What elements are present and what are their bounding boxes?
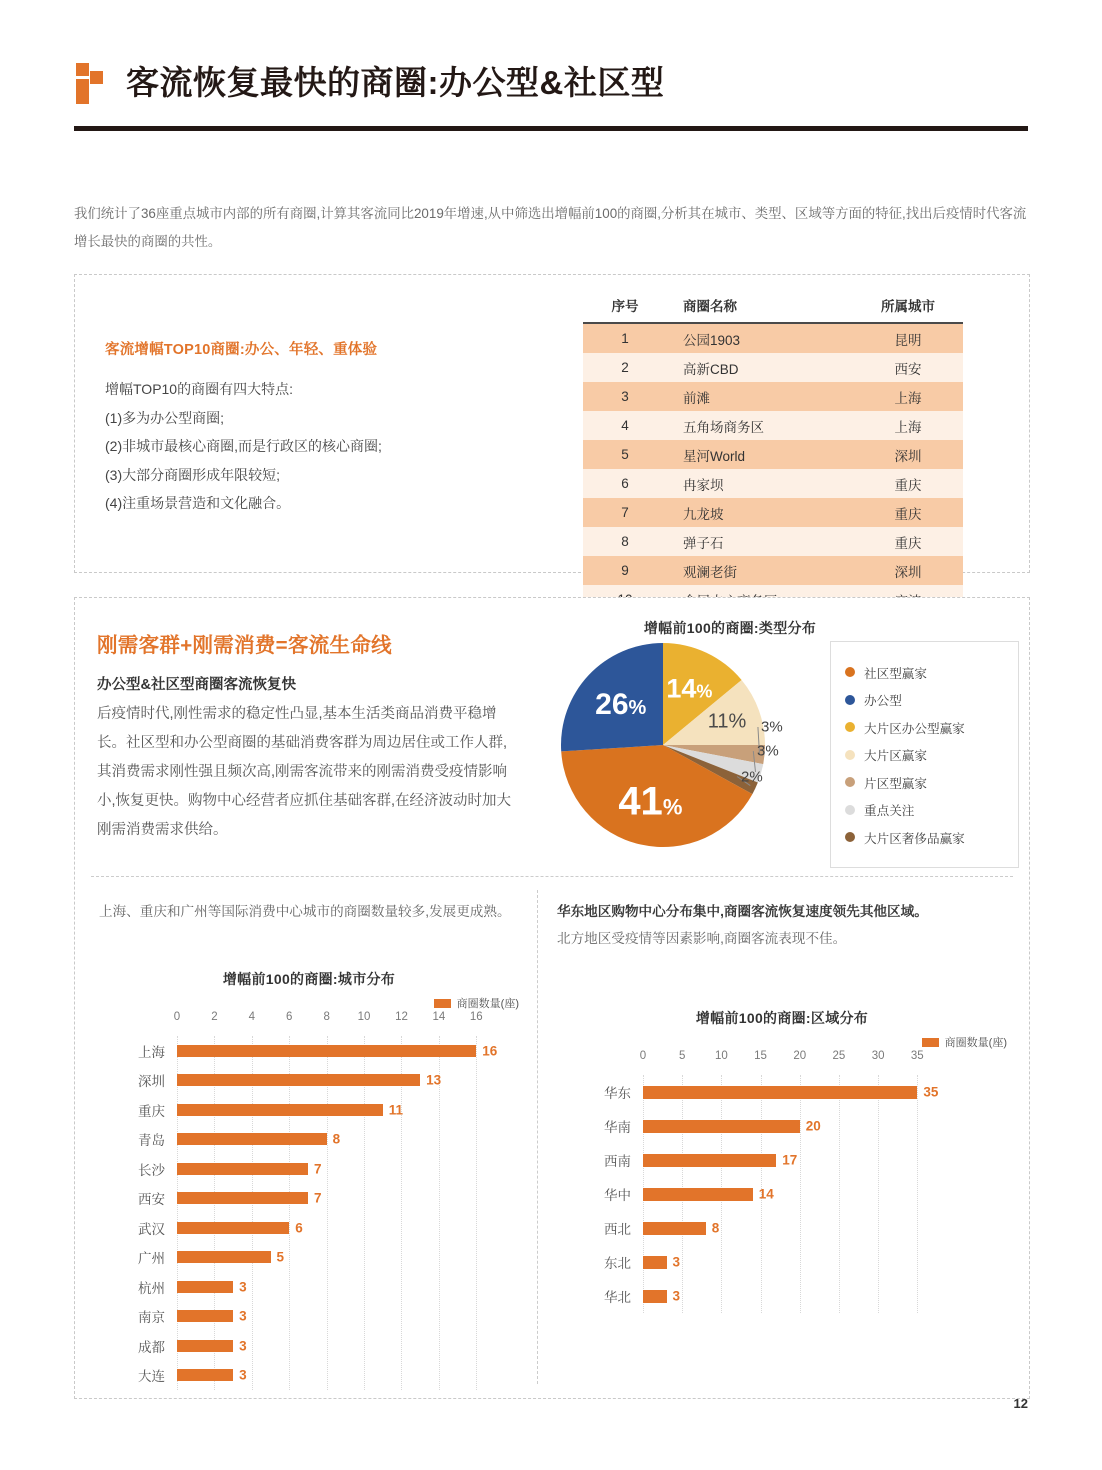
legend-item xyxy=(845,773,1008,792)
bar xyxy=(177,1074,420,1086)
bar-track xyxy=(177,1302,495,1332)
axis-tick-label: 10 xyxy=(357,1011,371,1023)
legend-swatch-icon xyxy=(434,999,451,1008)
bar-category-label: 武汉 xyxy=(138,1221,165,1237)
table-row xyxy=(583,556,963,585)
pie-value-label: 3% xyxy=(757,742,779,760)
top10-lead: 增幅TOP10的商圈有四大特点: xyxy=(105,381,293,397)
bar-category-label: 西北 xyxy=(604,1222,631,1237)
cell-city: 重庆 xyxy=(853,498,963,527)
axis-tick-label: 0 xyxy=(173,1011,181,1023)
table-row xyxy=(583,353,963,382)
region-caption-bold: 华东地区购物中心分布集中,商圈客流恢复速度领先其他区域。 xyxy=(557,904,928,919)
bar xyxy=(643,1188,753,1201)
bar xyxy=(177,1251,271,1263)
legend-dot-icon xyxy=(845,750,855,760)
bar-value-label: 14 xyxy=(758,1186,774,1202)
table-row xyxy=(583,382,963,411)
pie-value-label: 41% xyxy=(618,779,683,824)
bar-category-label: 西安 xyxy=(138,1192,165,1208)
bar-value-label: 20 xyxy=(805,1118,821,1134)
bar-value-label: 13 xyxy=(426,1072,442,1088)
cell-name: 前滩 xyxy=(667,382,853,411)
title-underline xyxy=(74,126,1028,131)
legend-label: 社区型赢家 xyxy=(864,666,927,681)
bar-track xyxy=(643,1211,933,1245)
bar xyxy=(643,1290,667,1303)
legend-label: 办公型 xyxy=(864,694,902,708)
bar-row xyxy=(99,1125,519,1155)
bar-row xyxy=(99,1213,519,1243)
bar-track xyxy=(643,1075,939,1109)
bar xyxy=(177,1192,308,1204)
cell-city: 深圳 xyxy=(853,440,963,469)
bar-track xyxy=(177,1213,495,1243)
pie-value-label: 14% xyxy=(666,673,713,704)
analysis-text-block xyxy=(97,628,517,845)
bar-value-label: 11 xyxy=(388,1102,404,1118)
analysis-subheading: 办公型&社区型商圈客流恢复快 xyxy=(97,677,296,693)
city-chart-title: 增幅前100的商圈:城市分布 xyxy=(222,971,396,987)
legend-label: 片区型赢家 xyxy=(864,776,927,791)
pie-value-label: 3% xyxy=(761,718,783,736)
bar-row xyxy=(99,1361,519,1391)
pie-value-label: 26% xyxy=(595,688,647,722)
cell-city: 昆明 xyxy=(853,323,963,353)
bar xyxy=(177,1133,327,1145)
legend-dot-icon xyxy=(845,777,855,787)
region-chart-block xyxy=(557,898,1007,1313)
table-row xyxy=(583,323,963,353)
table-row xyxy=(583,411,963,440)
pie-value-label: 2% xyxy=(741,768,763,786)
axis-tick-label: 20 xyxy=(793,1050,807,1062)
page-number: 12 xyxy=(1013,1396,1028,1411)
bar-track xyxy=(177,1184,495,1214)
top10-text-block xyxy=(105,338,525,518)
bar-category-label: 长沙 xyxy=(138,1162,165,1178)
bar-row xyxy=(99,1302,519,1332)
bar-value-label: 3 xyxy=(239,1308,247,1324)
bar-track xyxy=(177,1331,495,1361)
axis-tick-label: 6 xyxy=(286,1011,293,1023)
x-axis xyxy=(173,1011,495,1028)
bar-row xyxy=(557,1245,1007,1279)
region-legend-label: 商圈数量(座) xyxy=(944,1037,1007,1049)
bar-value-label: 35 xyxy=(923,1084,939,1100)
bar-row xyxy=(557,1279,1007,1313)
city-legend-label: 商圈数量(座) xyxy=(456,998,519,1010)
bar-track xyxy=(177,1361,495,1391)
bar-track xyxy=(177,1066,495,1096)
table-col-name: 商圈名称 xyxy=(667,288,853,323)
bar-row xyxy=(99,1331,519,1361)
bar-row xyxy=(99,1036,519,1066)
bar-track xyxy=(643,1245,933,1279)
orange-blocks-icon xyxy=(74,62,104,104)
bar-category-label: 杭州 xyxy=(138,1280,165,1296)
pie-chart xyxy=(545,641,845,856)
bar-value-label: 17 xyxy=(782,1152,798,1168)
top10-point: (1)多为办公型商圈; xyxy=(105,409,224,426)
region-chart-legend xyxy=(557,1034,1007,1050)
axis-tick-label: 10 xyxy=(714,1050,728,1062)
bar-track xyxy=(643,1177,933,1211)
bar-value-label: 3 xyxy=(239,1279,247,1295)
bar-row xyxy=(99,1272,519,1302)
legend-swatch-icon xyxy=(922,1038,939,1047)
bar-category-label: 东北 xyxy=(604,1256,631,1271)
axis-tick-label: 2 xyxy=(211,1011,218,1023)
bar-value-label: 7 xyxy=(313,1161,322,1177)
bar-track xyxy=(177,1036,498,1066)
axis-tick-label: 14 xyxy=(432,1011,446,1023)
axis-tick-label: 0 xyxy=(639,1050,647,1062)
x-axis xyxy=(639,1050,933,1067)
axis-tick-label: 35 xyxy=(910,1050,924,1062)
cell-index: 1 xyxy=(583,323,667,353)
bar xyxy=(177,1163,308,1175)
pie-chart-title: 增幅前100的商圈:类型分布 xyxy=(643,620,817,636)
top10-point: (3)大部分商圈形成年限较短; xyxy=(105,466,280,483)
plot-area xyxy=(557,1075,1007,1313)
cell-city: 上海 xyxy=(853,411,963,440)
bar-value-label: 8 xyxy=(711,1220,720,1236)
legend-item xyxy=(845,718,1008,737)
cell-name: 星河World xyxy=(667,440,853,469)
panel-analysis xyxy=(74,597,1030,1399)
analysis-body: 后疫情时代,刚性需求的稳定性凸显,基本生活类商品消费平稳增长。社区型和办公型商圈的基础消费客群为周边居住或工作人群,其消费需求刚性强且频次高,刚需客流带来的刚需消费受疫情影响小,恢复更快。购物中心经营者应抓住基础客群,在经济波动时加大刚需消费需求供给。 xyxy=(97,706,512,838)
cell-index: 7 xyxy=(583,498,667,527)
bar-category-label: 西南 xyxy=(604,1154,631,1169)
axis-tick-label: 15 xyxy=(754,1050,767,1062)
cell-index: 4 xyxy=(583,411,667,440)
legend-label: 大片区奢侈品赢家 xyxy=(864,831,965,846)
region-bar-chart xyxy=(557,1050,1007,1313)
axis-tick-label: 16 xyxy=(469,1011,483,1023)
bar-value-label: 5 xyxy=(276,1249,285,1265)
bar-category-label: 华南 xyxy=(604,1120,631,1135)
cell-index: 2 xyxy=(583,353,667,382)
bar-category-label: 南京 xyxy=(138,1310,165,1326)
region-chart-title: 增幅前100的商圈:区域分布 xyxy=(695,1010,869,1026)
column-divider xyxy=(537,890,538,1384)
legend-label: 大片区赢家 xyxy=(864,749,927,763)
bar-value-label: 3 xyxy=(672,1288,681,1304)
bar-row xyxy=(99,1243,519,1273)
bar-category-label: 重庆 xyxy=(138,1103,165,1119)
bar-value-label: 3 xyxy=(239,1338,247,1354)
table-col-index: 序号 xyxy=(583,288,667,323)
bar-value-label: 8 xyxy=(332,1131,341,1147)
table-row xyxy=(583,440,963,469)
bar xyxy=(177,1281,233,1293)
top10-heading: 客流增幅TOP10商圈:办公、年轻、重体验 xyxy=(105,342,378,358)
legend-dot-icon xyxy=(845,667,855,677)
bar-row xyxy=(557,1075,1007,1109)
bar xyxy=(177,1369,233,1381)
cell-name: 冉家坝 xyxy=(667,469,853,498)
bar xyxy=(177,1222,289,1234)
city-bar-chart xyxy=(99,1011,519,1390)
bar-value-label: 7 xyxy=(313,1190,322,1206)
legend-item xyxy=(845,828,1008,847)
cell-city: 重庆 xyxy=(853,469,963,498)
table-row xyxy=(583,498,963,527)
legend-item xyxy=(845,800,1008,819)
page-header xyxy=(74,62,1028,131)
cell-name: 弹子石 xyxy=(667,527,853,556)
page-title: 客流恢复最快的商圈:办公型&社区型 xyxy=(126,63,665,101)
cell-index: 5 xyxy=(583,440,667,469)
city-chart-block xyxy=(99,898,519,1390)
bar xyxy=(177,1104,383,1116)
bar xyxy=(643,1154,776,1167)
axis-tick-label: 30 xyxy=(871,1050,885,1062)
legend-dot-icon xyxy=(845,805,855,815)
intro-paragraph: 我们统计了36座重点城市内部的所有商圈,计算其客流同比2019年增速,从中筛选出增幅前100的商圈,分析其在城市、类型、区域等方面的特征,找出后疫情时代客流增长最快的商圈的共性。 xyxy=(74,206,1027,249)
pie-chart-legend xyxy=(830,641,1019,868)
bar-row xyxy=(557,1177,1007,1211)
bar-category-label: 华北 xyxy=(604,1290,631,1305)
table-header-row xyxy=(583,288,963,323)
cell-index: 3 xyxy=(583,382,667,411)
axis-tick-label: 4 xyxy=(248,1011,256,1023)
cell-name: 高新CBD xyxy=(667,353,853,382)
cell-name: 观澜老街 xyxy=(667,556,853,585)
table-row xyxy=(583,527,963,556)
legend-item xyxy=(845,663,1008,682)
cell-city: 重庆 xyxy=(853,527,963,556)
cell-city: 深圳 xyxy=(853,556,963,585)
bar xyxy=(177,1310,233,1322)
bar-category-label: 上海 xyxy=(138,1044,165,1060)
bar-row xyxy=(99,1154,519,1184)
bar-track xyxy=(177,1272,495,1302)
cell-name: 九龙坡 xyxy=(667,498,853,527)
cell-index: 9 xyxy=(583,556,667,585)
region-caption xyxy=(557,898,1007,952)
pie-value-label: 11% xyxy=(707,710,747,733)
bar-track xyxy=(177,1125,495,1155)
cell-name: 五角场商务区 xyxy=(667,411,853,440)
bar-value-label: 3 xyxy=(239,1367,247,1383)
cell-index: 8 xyxy=(583,527,667,556)
bar-category-label: 大连 xyxy=(138,1369,165,1385)
region-caption-normal: 北方地区受疫情等因素影响,商圈客流表现不佳。 xyxy=(557,931,847,946)
bar-category-label: 深圳 xyxy=(138,1074,165,1090)
bar xyxy=(177,1340,233,1352)
axis-tick-label: 8 xyxy=(323,1011,330,1023)
cell-index: 6 xyxy=(583,469,667,498)
bar-track xyxy=(177,1154,495,1184)
cell-city: 上海 xyxy=(853,382,963,411)
city-caption: 上海、重庆和广州等国际消费中心城市的商圈数量较多,发展更成熟。 xyxy=(99,904,511,919)
axis-tick-label: 12 xyxy=(395,1011,408,1023)
legend-label: 重点关注 xyxy=(864,804,915,818)
legend-item xyxy=(845,690,1008,709)
bar-track xyxy=(643,1143,933,1177)
bar-category-label: 成都 xyxy=(138,1339,165,1355)
top10-point: (4)注重场景营造和文化融合。 xyxy=(105,495,291,511)
legend-dot-icon xyxy=(845,722,855,732)
bar-row xyxy=(99,1184,519,1214)
bar xyxy=(177,1045,476,1057)
bar-row xyxy=(557,1211,1007,1245)
bar xyxy=(643,1086,917,1099)
bar-category-label: 青岛 xyxy=(138,1133,165,1149)
top10-point: (2)非城市最核心商圈,而是行政区的核心商圈; xyxy=(105,438,382,454)
top10-points xyxy=(105,375,525,518)
analysis-heading: 刚需客群+刚需消费=客流生命线 xyxy=(97,634,392,657)
bar-track xyxy=(643,1109,933,1143)
bar xyxy=(643,1222,706,1235)
table-row xyxy=(583,469,963,498)
bar-row xyxy=(99,1066,519,1096)
bar xyxy=(643,1120,800,1133)
bar-track xyxy=(177,1243,495,1273)
plot-area xyxy=(99,1036,519,1390)
legend-dot-icon xyxy=(845,832,855,842)
table-col-city: 所属城市 xyxy=(853,288,963,323)
legend-dot-icon xyxy=(845,695,855,705)
bar-value-label: 6 xyxy=(295,1220,303,1236)
bar-track xyxy=(643,1279,933,1313)
bar-value-label: 16 xyxy=(482,1043,498,1059)
city-chart-legend xyxy=(99,995,519,1011)
bar-category-label: 华中 xyxy=(604,1188,631,1203)
axis-tick-label: 5 xyxy=(678,1050,686,1062)
top10-table xyxy=(583,288,963,614)
bar-row xyxy=(557,1143,1007,1177)
bar-row xyxy=(99,1095,519,1125)
bar xyxy=(643,1256,667,1269)
legend-label: 大片区办公型赢家 xyxy=(864,721,965,736)
bar-row xyxy=(557,1109,1007,1143)
bar-category-label: 华东 xyxy=(604,1086,631,1101)
legend-item xyxy=(845,745,1008,764)
bar-value-label: 3 xyxy=(672,1254,681,1270)
panel-top10 xyxy=(74,274,1030,580)
bar-category-label: 广州 xyxy=(138,1251,165,1267)
bar-track xyxy=(177,1095,495,1125)
section-divider xyxy=(91,876,1013,877)
cell-city: 西安 xyxy=(853,353,963,382)
axis-tick-label: 25 xyxy=(832,1050,846,1062)
cell-name: 公园1903 xyxy=(667,323,853,353)
